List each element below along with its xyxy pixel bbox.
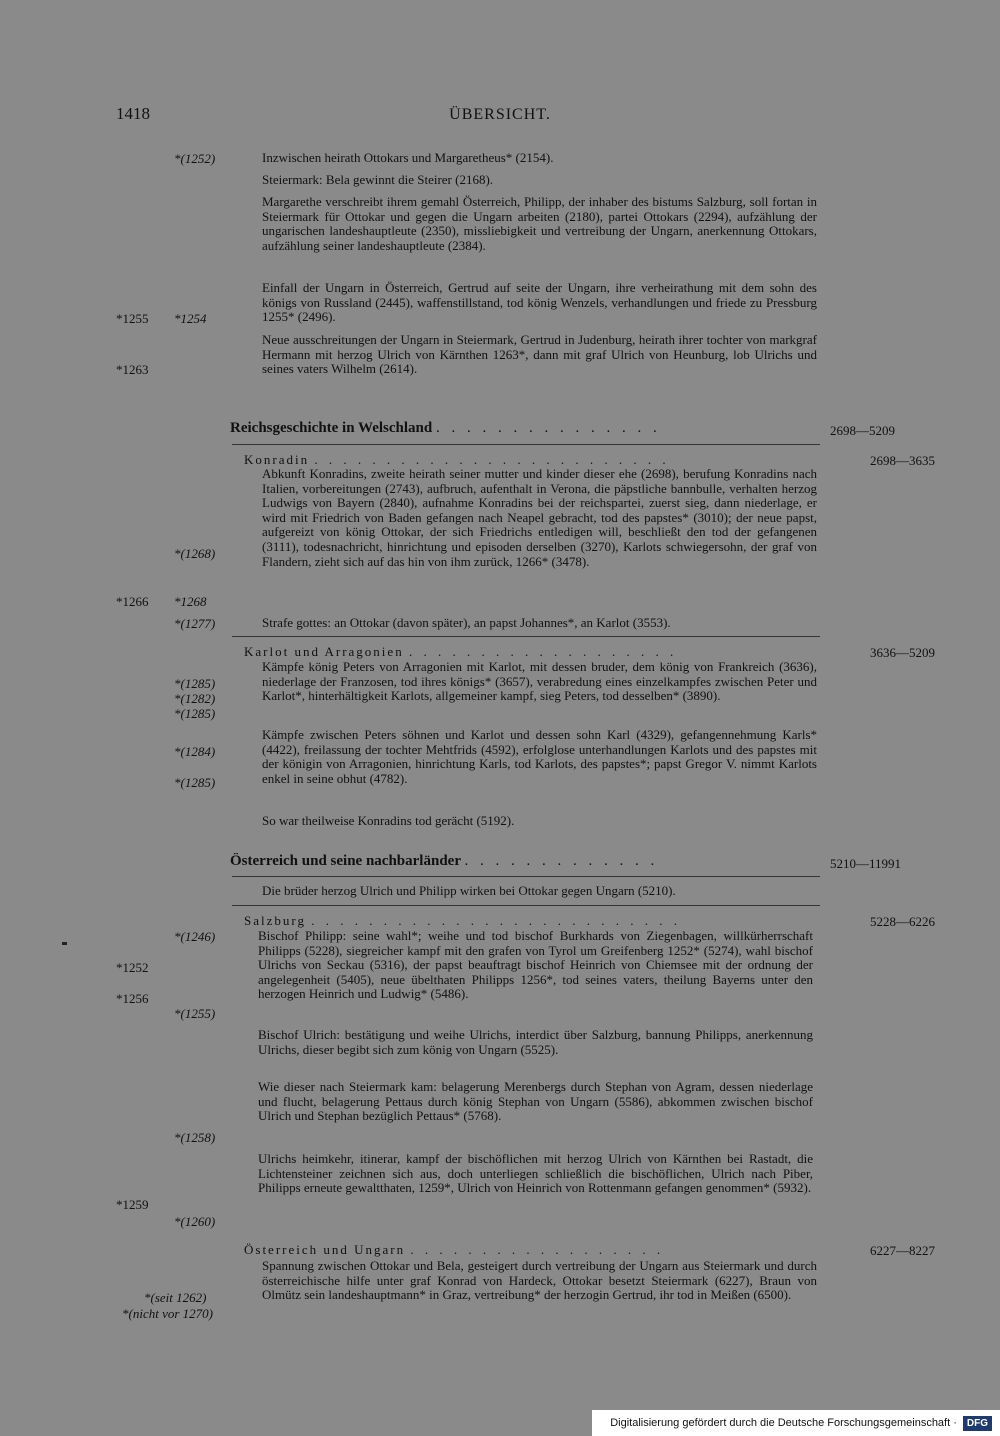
subsection-title: Österreich und Ungarn xyxy=(244,1242,406,1257)
year-note: *(nicht vor 1270) xyxy=(122,1306,213,1321)
paragraph: Die brüder herzog Ulrich und Philipp wirken bei Ottokar gegen Ungarn (5210). xyxy=(262,883,676,898)
section-heading xyxy=(230,420,830,437)
leader-dots: . . . . . . . . . . . . . . . xyxy=(436,420,661,436)
footer-bar xyxy=(592,1410,1000,1436)
paragraph: Kämpfe könig Peters von Arragonien mit Karlot, mit dessen bruder, dem könig von Frankreich (3636), niederlage der Franzosen, tod ihres königs* (3657), verabredung eines einzelkampfes zwischen Peter und Karlot*, hinterhältigkeit Karlots, allgemeiner kampf, sieg Peters, tod desselben* (3890). xyxy=(262,659,817,704)
subsection-title: Karlot und Arragonien xyxy=(244,644,404,659)
year-note: *(1277) xyxy=(174,616,216,631)
page-number: 1418 xyxy=(116,104,150,123)
year-note: *1254 xyxy=(174,311,207,326)
stray-mark xyxy=(62,942,67,945)
paragraph: Steiermark: Bela gewinnt die Steirer (2168). xyxy=(262,172,494,187)
year-note: *(1268) xyxy=(174,546,216,561)
paragraph: Bischof Ulrich: bestätigung und weihe Ulrichs, interdict über Salzburg, bannung Philipps, anerkennung Ulrichs, dieser begibt sich zum könig von Ungarn (5525). xyxy=(258,1027,813,1057)
section-title: Österreich und seine nachbarländer xyxy=(230,853,461,869)
year-note: *1266 xyxy=(116,594,149,609)
paragraph: Bischof Philipp: seine wahl*; weihe und tod bischof Burkhards von Ziegenbagen, willkürherrschaft Philipps (5228), siegreicher kampf mit den grafen von Tyrol um Greifenberg 1252* (5274), wahl bischof Ulrichs von Seckau (5316), der papst beauftragt bischof Heinrich von Chiemsee mit der ordnung der angelegenheit (5405), neue übelthaten Philipps 1256*, tod seines vaters, theilung Bayerns unter den herzogen Heinrich und Ludwig* (5486). xyxy=(258,928,813,1002)
paragraph: Strafe gottes: an Ottokar (davon später), an papst Johannes*, an Karlot (3553). xyxy=(262,615,671,630)
section-title: Reichsgeschichte in Welschland xyxy=(230,420,433,436)
paragraph: Ulrichs heimkehr, itinerar, kampf der bischöflichen mit herzog Ulrich von Kärnthen bei Rastadt, die Lichtensteiner zeichnen sich aus, doch unterliegen schließlich die bischöflichen, Ulrich nach Piber, Philipps erneute gewaltthaten, 1259*, Ulrich von Heinrich von Rottenmann gefangen genommen* (5932). xyxy=(258,1151,813,1196)
divider xyxy=(232,636,820,637)
year-note: *(1260) xyxy=(174,1214,216,1229)
paragraph: Neue ausschreitungen der Ungarn in Steiermark, Gertrud in Judenburg, heirath ihrer tochter von markgraf Hermann mit herzog Ulrich von Kärnthen 1263*, dann mit graf Ulrich von Heunburg, lob Ulrichs und seines vaters Wilhelm (2614). xyxy=(262,332,817,377)
subsection-range: 3636—5209 xyxy=(870,645,935,660)
subsection-range: 6227—8227 xyxy=(870,1243,935,1258)
subsection-title: Konradin xyxy=(244,452,310,467)
year-note: *(1285) xyxy=(174,706,216,721)
year-note: *(seit 1262) xyxy=(144,1290,207,1305)
paragraph: Inzwischen heirath Ottokars und Margaretheus* (2154). xyxy=(262,150,554,165)
paragraph: Spannung zwischen Ottokar und Bela, gesteigert durch vertreibung der Ungarn aus Steiermark und durch österreichische hilfe unter graf Konrad von Hardeck, Ottokar besetzt Steiermark (6227), Braun von Olmütz sein landeshauptmann* in Graz, vertreibung* der herzogin Gertrud, ihr tod in Meißen (6500). xyxy=(262,1258,817,1303)
leader-dots: . . . . . . . . . . . . . . . . . . . xyxy=(408,644,678,659)
year-note: *1252 xyxy=(116,960,149,975)
year-note: *1268 xyxy=(174,594,207,609)
year-note: *1259 xyxy=(116,1197,149,1212)
leader-dots: . . . . . . . . . . . . . . . . . . . . . . . . . xyxy=(314,452,670,467)
subsection-range: 5228—6226 xyxy=(870,914,935,929)
year-note: *1263 xyxy=(116,362,149,377)
paragraph: Margarethe verschreibt ihrem gemahl Österreich, Philipp, der inhaber des bistums Salzburg, soll fortan in Steiermark für Ottokar und gegen die Ungarn arbeiten (2180), partei Ottokars (2294), aufzählung der ungarischen landeshauptleute (2350), missliebigkeit und vertreibung der Ungarn, anerkennung Ottokars, aufzählung seiner landeshauptleute (2384). xyxy=(262,194,817,253)
paragraph: Einfall der Ungarn in Österreich, Gertrud auf seite der Ungarn, ihre verheirathung mit dem sohn des königs von Russland (2445), waffenstillstand, tod könig Wenzels, verhandlungen und friede zu Pressburg 1255* (2496). xyxy=(262,280,817,325)
year-note: *(1285) xyxy=(174,676,216,691)
year-note: *(1252) xyxy=(174,151,216,166)
subsection-heading xyxy=(244,644,822,660)
paragraph: Kämpfe zwischen Peters söhnen und Karlot und dessen sohn Karl (4329), gefangennehmung Karls* (4422), freilassung der tochter Mehtfrids (4592), erfolglose unterhandlungen Karlots und des papstes mit der königin von Arragonien, hinrichtung Karls, tod Karlots, des papstes*; papst Gregor V. nimmt Karlots enkel in seine obhut (4782). xyxy=(262,727,817,786)
divider xyxy=(232,905,820,906)
paragraph: Wie dieser nach Steiermark kam: belagerung Merenbergs durch Stephan von Agram, dessen niederlage und flucht, belagerung Pettaus durch könig Stephan von Ungarn (5586), abkommen zwischen bischof Ulrich und Stephan bezüglich Pettaus* (5768). xyxy=(258,1079,813,1124)
year-note: *1255 xyxy=(116,311,149,326)
year-note: *(1255) xyxy=(174,1006,216,1021)
subsection-heading xyxy=(244,913,822,929)
subsection-heading xyxy=(244,1242,822,1258)
divider xyxy=(232,444,820,445)
leader-dots: . . . . . . . . . . . . . . . . . . . . . . . . . . xyxy=(311,913,681,928)
subsection-title: Salzburg xyxy=(244,913,306,928)
paragraph: So war theilweise Konradins tod gerächt (5192). xyxy=(262,813,515,828)
year-note: *(1246) xyxy=(174,929,216,944)
year-note: *(1258) xyxy=(174,1130,216,1145)
section-range: 5210—11991 xyxy=(830,856,902,871)
dfg-logo[interactable]: DFG xyxy=(963,1416,992,1431)
divider xyxy=(232,876,820,877)
section-range: 2698—5209 xyxy=(830,423,895,438)
year-note: *(1285) xyxy=(174,775,216,790)
footer-text: Digitalisierung gefördert durch die Deutsche Forschungsgemeinschaft · xyxy=(610,1417,957,1429)
leader-dots: . . . . . . . . . . . . . . . . . . xyxy=(410,1242,665,1257)
year-note: *(1282) xyxy=(174,691,216,706)
section-heading xyxy=(230,853,830,870)
subsection-range: 2698—3635 xyxy=(870,453,935,468)
paragraph: Abkunft Konradins, zweite heirath seiner mutter und kinder dieser ehe (2698), berufung Konradins nach Italien, vorbereitungen (2743), aufbruch, aufenthalt in Verona, die päpstliche bannbulle, verhalten herzog Ludwigs von Bayern (2840), aufnahme Konradins bei der reichspartei, zuerst sieg, dann niederlage, er wird mit Friedrich von Baden gefangen nach Neapel gebracht, tod des papstes* (3010); der neue papst, aufgereizt von könig Ottokar, der sich Friedrichs entledigen will, beschließt den tod der gefangenen (3111), todesnachricht, hinrichtung und episoden derselben (3270), Karlots schwiegersohn, der graf von Flandern, zieht sich auf das hin von ihm zurück, 1266* (3478). xyxy=(262,466,817,569)
page-title: ÜBERSICHT. xyxy=(449,106,551,123)
year-note: *1256 xyxy=(116,991,149,1006)
year-note: *(1284) xyxy=(174,744,216,759)
leader-dots: . . . . . . . . . . . . . xyxy=(464,853,659,869)
